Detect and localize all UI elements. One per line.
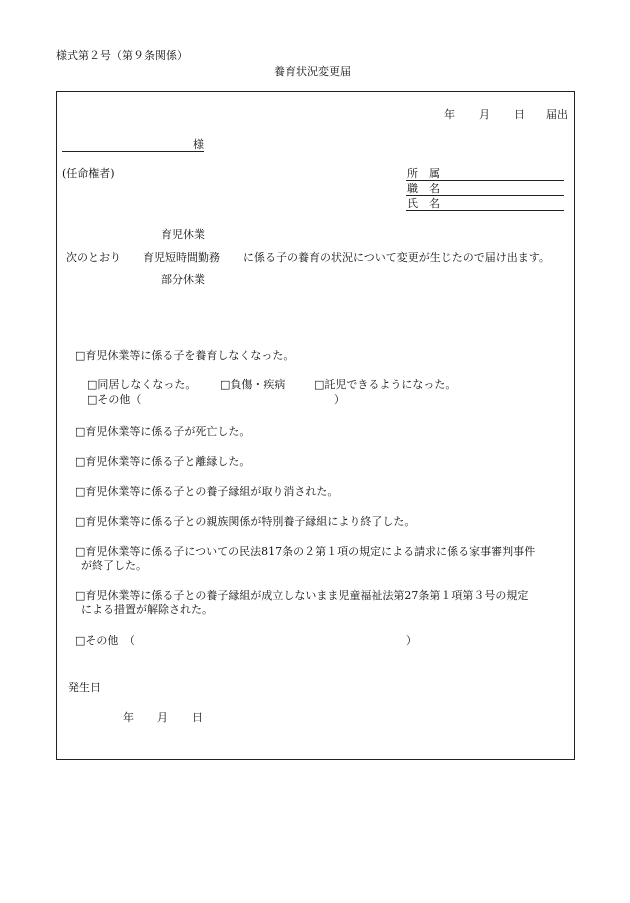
item-family-court-line2: が終了した。 [81,559,147,572]
occurrence-year: 年 [123,711,134,724]
submit-label: 届出 [546,108,568,121]
item-other: □その他 （ [75,634,135,647]
item-family-court-line1: □育児休業等に係る子についての民法817条の２第１項の規定による請求に係る家事審判事件 [75,545,536,558]
item-dissolved-adoption: □育児休業等に係る子と離縁した。 [75,455,251,468]
item-child-died: □育児休業等に係る子が死亡した。 [75,425,251,438]
leave-type-partial: 部分休業 [161,273,205,286]
sub-item-childcare-available: □託児できるようになった。 [314,378,457,391]
form-title: 養育状況変更届 [274,65,351,78]
addressee-line [62,151,204,152]
sub-item-other: □その他（ [87,393,142,406]
affiliation-label: 所 属 [407,167,440,180]
sub-item-injury-illness: □負傷・疾病 [220,378,286,391]
submit-day: 日 [514,108,525,121]
leave-type-childcare: 育児休業 [161,228,205,241]
intro-prefix: 次のとおり [66,251,121,264]
item-welfare-measure-line1: □育児休業等に係る子との養子縁組が成立しないまま児童福祉法第27条第１項第３号の規定 [75,589,529,602]
occurrence-label: 発生日 [68,681,101,694]
job-title-label: 職 名 [407,182,440,195]
item-other-close: ） [406,634,417,647]
leave-type-short-hours: 育児短時間勤務 [143,251,220,264]
addressee-suffix: 様 [193,138,204,151]
item-welfare-measure-line2: による措置が解除された。 [81,603,213,616]
affiliation-line [406,180,564,181]
sub-item-not-cohabiting: □同居しなくなった。 [87,378,197,391]
occurrence-month: 月 [157,711,168,724]
name-line [406,210,564,211]
sub-item-other-close: ） [334,393,345,406]
item-special-adoption: □育児休業等に係る子との親族関係が特別養子縁組により終了した。 [75,515,416,528]
name-label: 氏 名 [407,197,440,210]
occurrence-day: 日 [192,711,203,724]
intro-suffix: に係る子の養育の状況について変更が生じたので届け出ます。 [243,251,550,264]
submit-month: 月 [479,108,490,121]
submit-year: 年 [444,108,455,121]
form-number: 様式第２号（第９条関係） [56,49,188,62]
item-not-raising: □育児休業等に係る子を養育しなくなった。 [75,349,295,362]
item-adoption-cancelled: □育児休業等に係る子との養子縁組が取り消された。 [75,485,339,498]
job-title-line [406,195,564,196]
appointer-label: (任命権者) [62,167,115,180]
